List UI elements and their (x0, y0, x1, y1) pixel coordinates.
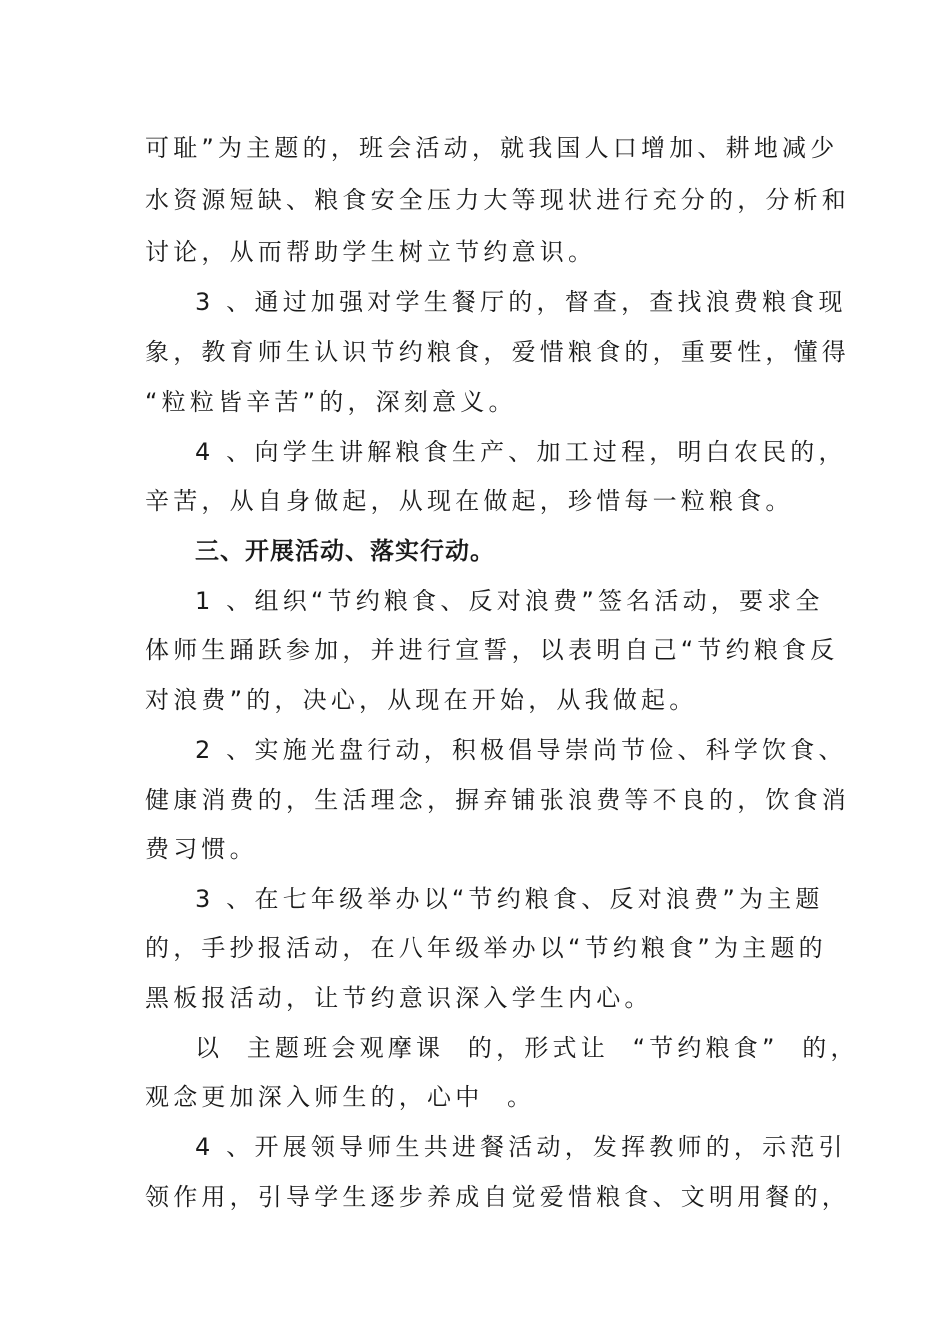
text-line: 辛苦，从自身做起，从现在做起，珍惜每一粒粮食。 (145, 487, 794, 515)
text-line: 领作用，引导学生逐步养成自觉爱惜粮食、文明用餐的， (145, 1183, 850, 1211)
text-line: 1 、组织“节约粮食、反对浪费”签名活动，要求全 (195, 587, 824, 615)
text-line: 的，手抄报活动，在八年级举办以“节约粮食”为主题的 (145, 934, 827, 962)
text-line: 4 、向学生讲解粮食生产、加工过程，明白农民的， (195, 438, 847, 466)
text-line: 讨论，从而帮助学生树立节约意识。 (145, 238, 597, 266)
text-line: 观念更加深入师生的，心中 。 (145, 1083, 536, 1111)
text-line: 对浪费”的，决心，从现在开始，从我做起。 (145, 686, 698, 714)
text-line: 4 、开展领导师生共进餐活动，发挥教师的，示范引 (195, 1133, 847, 1161)
text-line: 象，教育师生认识节约粮食，爱惜粮食的，重要性，懂得 (145, 338, 850, 366)
text-line: 3 、通过加强对学生餐厅的，督查，查找浪费粮食现 (195, 288, 847, 316)
text-line: “粒粒皆辛苦”的，深刻意义。 (145, 388, 517, 416)
text-line: 水资源短缺、粮食安全压力大等现状进行充分的，分析和 (145, 186, 850, 214)
text-line: 体师生踊跃参加，并进行宣誓，以表明自己“节约粮食反 (145, 636, 839, 664)
text-line: 健康消费的，生活理念，摒弃铺张浪费等不良的，饮食消 (145, 786, 850, 814)
text-line: 以 主题班会观摩课 的，形式让 “节约粮食” 的， (195, 1034, 859, 1062)
text-line: 可耻”为主题的，班会活动，就我国人口增加、耕地减少 (145, 134, 839, 162)
text-line: 黑板报活动，让节约意识深入学生内心。 (145, 984, 653, 1012)
section-heading: 三、开展活动、落实行动。 (195, 537, 495, 565)
text-line: 费习惯。 (145, 835, 258, 863)
text-line: 3 、在七年级举办以“节约粮食、反对浪费”为主题 (195, 885, 824, 913)
text-line: 2 、实施光盘行动，积极倡导崇尚节俭、科学饮食、 (195, 736, 847, 764)
